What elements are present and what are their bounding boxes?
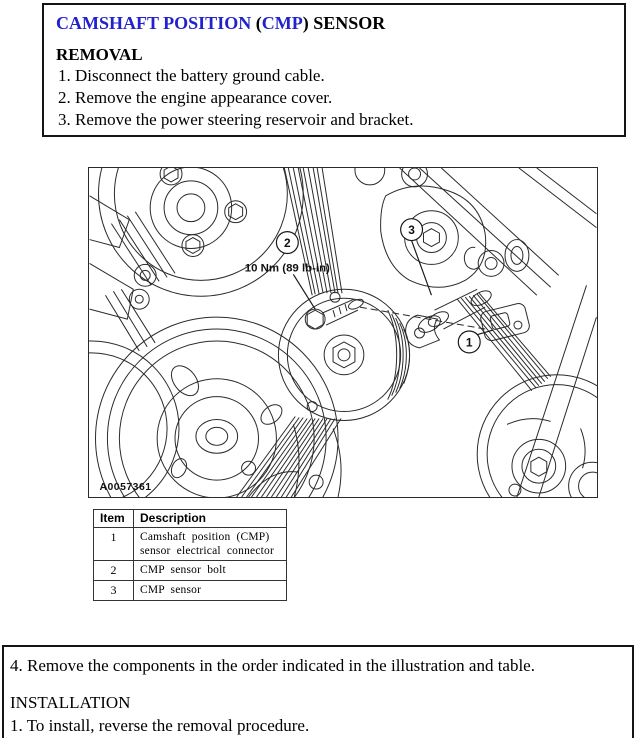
page-title-black-part: SENSOR	[313, 13, 386, 33]
page-title-abbreviation: CMP	[261, 13, 303, 33]
item-column-header: Item	[94, 510, 134, 528]
removal-step-3: 3. Remove the power steering reservoir and bracket.	[58, 110, 414, 129]
engine-illustration	[89, 168, 597, 497]
callout-3-number: 3	[408, 223, 415, 238]
removal-step-1: 1. Disconnect the battery ground cable.	[58, 66, 325, 85]
item-number: 1	[94, 528, 134, 561]
figure-callouts	[276, 219, 493, 353]
page-title-blue-part: CAMSHAFT POSITION	[56, 13, 256, 33]
torque-spec-label: 10 Nm (89 lb-in)	[244, 262, 330, 275]
item-description: CMP sensor	[134, 581, 287, 601]
description-column-header: Description	[134, 510, 287, 528]
removal-step-2: 2. Remove the engine appearance cover.	[58, 88, 333, 107]
engine-line-art	[89, 168, 597, 497]
table-row	[94, 581, 287, 601]
item-number: 2	[94, 561, 134, 581]
figure-labels	[99, 223, 472, 493]
item-description: CMP sensor bolt	[134, 561, 287, 581]
item-description: Camshaft position (CMP) sensor electrical connector	[134, 528, 287, 561]
callout-1-number: 1	[465, 335, 473, 350]
removal-heading: REMOVAL	[56, 45, 143, 64]
page-title	[56, 12, 612, 34]
table-row	[94, 561, 287, 581]
installation-heading: INSTALLATION	[10, 693, 131, 712]
procedure-footer-box	[2, 645, 634, 738]
table-row	[94, 528, 287, 561]
parts-table-header-row	[94, 510, 287, 528]
page-title-paren-close: )	[302, 13, 314, 33]
removal-step-4: 4. Remove the components in the order indicated in the illustration and table.	[10, 656, 535, 675]
page-title-paren-open: (	[255, 13, 262, 33]
procedure-header-box	[42, 3, 626, 137]
figure-id-label: A0057361	[99, 482, 152, 494]
callout-2-number: 2	[284, 236, 291, 251]
item-number: 3	[94, 581, 134, 601]
installation-step-1: 1. To install, reverse the removal procedure.	[10, 716, 310, 735]
parts-table	[93, 509, 287, 601]
figure-panel	[88, 167, 598, 498]
